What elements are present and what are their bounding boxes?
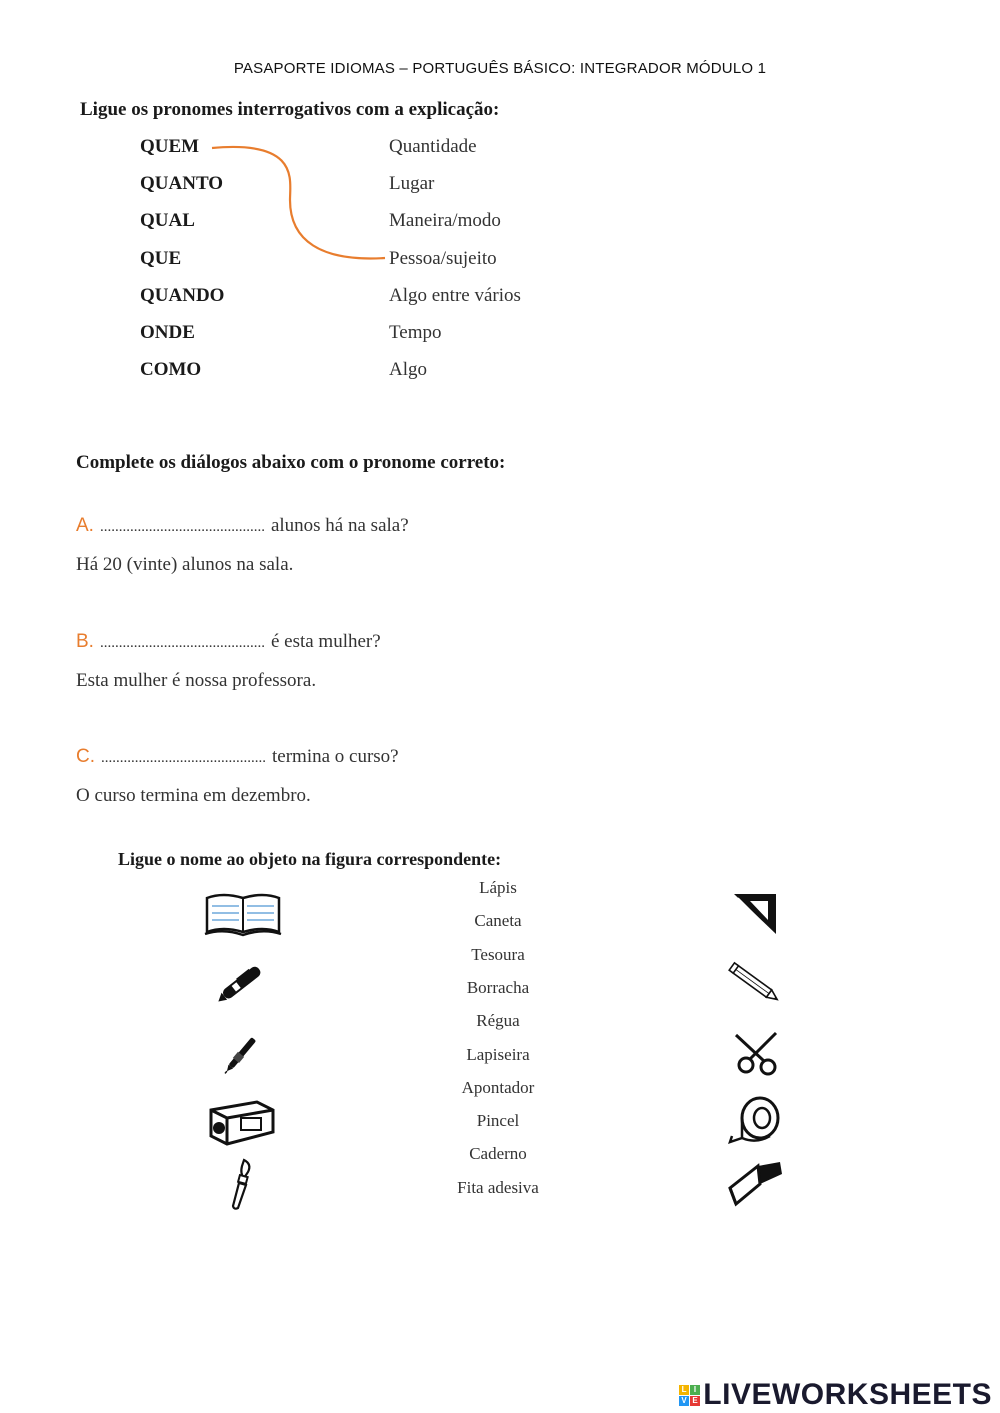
dialog-letter: C. <box>76 746 95 767</box>
section-1-title: Ligue os pronomes interrogativos com a explicação: <box>80 99 500 120</box>
paintbrush-icon[interactable] <box>224 1158 258 1213</box>
pronoun-quanto[interactable]: QUANTO <box>140 173 224 195</box>
logo-badge-letter: E <box>690 1396 700 1406</box>
explanation-item[interactable]: Tempo <box>389 322 442 343</box>
pen-icon[interactable] <box>210 958 275 1008</box>
section-3-title: Ligue o nome ao objeto na figura correspondente: <box>118 849 502 869</box>
logo-text: LIVEWORKSHEETS <box>703 1378 992 1411</box>
pronoun-que[interactable]: QUE <box>140 247 182 269</box>
explanation-item[interactable]: Lugar <box>389 173 435 195</box>
liveworksheets-logo <box>679 1378 992 1412</box>
object-word[interactable]: Lápis <box>479 878 517 897</box>
object-word[interactable]: Pincel <box>476 1111 520 1131</box>
pencil-icon[interactable] <box>724 958 786 1010</box>
answer-blank[interactable]: ............................................ <box>99 519 265 535</box>
dialog-letter: A. <box>76 515 94 536</box>
object-word[interactable]: Caneta <box>474 911 522 931</box>
section-2-title: Complete os diálogos abaixo com o pronome correto: <box>76 452 506 473</box>
tape-icon[interactable] <box>726 1094 784 1148</box>
object-word[interactable]: Borracha <box>466 977 530 997</box>
dialog-answer: Há 20 (vinte) alunos na sala. <box>76 554 294 575</box>
pronoun-quando[interactable]: QUANDO <box>140 284 225 306</box>
dialog-letter: B. <box>76 631 94 652</box>
set-square-icon[interactable] <box>730 890 782 938</box>
explanation-item[interactable]: Algo entre vários <box>389 284 521 306</box>
logo-badge-letter: L <box>679 1385 689 1395</box>
logo-badge-letter: V <box>679 1396 689 1406</box>
question-text: é esta mulher? <box>270 631 381 652</box>
answer-blank[interactable]: ............................................ <box>99 635 265 651</box>
explanation-item[interactable]: Pessoa/sujeito <box>389 247 497 269</box>
answer-connector-line <box>0 0 1000 400</box>
logo-badge <box>679 1385 700 1406</box>
dialog-question <box>76 515 409 537</box>
object-word[interactable]: Tesoura <box>471 944 525 964</box>
mechanical-pencil-icon[interactable] <box>218 1027 268 1077</box>
scissors-icon[interactable] <box>730 1027 782 1079</box>
pronoun-onde[interactable]: ONDE <box>140 322 195 343</box>
logo-badge-letter: I <box>690 1385 700 1395</box>
pronoun-quem[interactable]: QUEM <box>140 136 200 157</box>
document-header: PASAPORTE IDIOMAS – PORTUGUÊS BÁSICO: INTEGRADOR MÓDULO 1 <box>233 60 767 77</box>
object-word[interactable]: Apontador <box>461 1077 535 1097</box>
sharpener-icon[interactable] <box>205 1096 277 1148</box>
question-text: alunos há na sala? <box>270 515 409 536</box>
object-word[interactable]: Lapiseira <box>466 1044 530 1064</box>
question-text: termina o curso? <box>272 746 399 767</box>
dialog-question <box>76 631 381 653</box>
object-word[interactable]: Régua <box>476 1011 520 1031</box>
pronoun-qual[interactable]: QUAL <box>140 210 195 232</box>
pronoun-como[interactable]: COMO <box>140 359 202 381</box>
dialog-answer: Esta mulher é nossa professora. <box>76 670 317 691</box>
eraser-icon[interactable] <box>724 1158 786 1210</box>
answer-blank[interactable]: ............................................ <box>101 750 266 766</box>
object-word[interactable]: Fita adesiva <box>457 1177 539 1197</box>
object-word[interactable]: Caderno <box>469 1144 527 1164</box>
dialog-question <box>76 746 399 768</box>
explanation-item[interactable]: Quantidade <box>389 136 477 157</box>
explanation-item[interactable]: Maneira/modo <box>389 210 501 232</box>
explanation-item[interactable]: Algo <box>389 359 427 381</box>
notebook-icon[interactable] <box>203 890 283 940</box>
dialog-answer: O curso termina em dezembro. <box>76 785 311 806</box>
